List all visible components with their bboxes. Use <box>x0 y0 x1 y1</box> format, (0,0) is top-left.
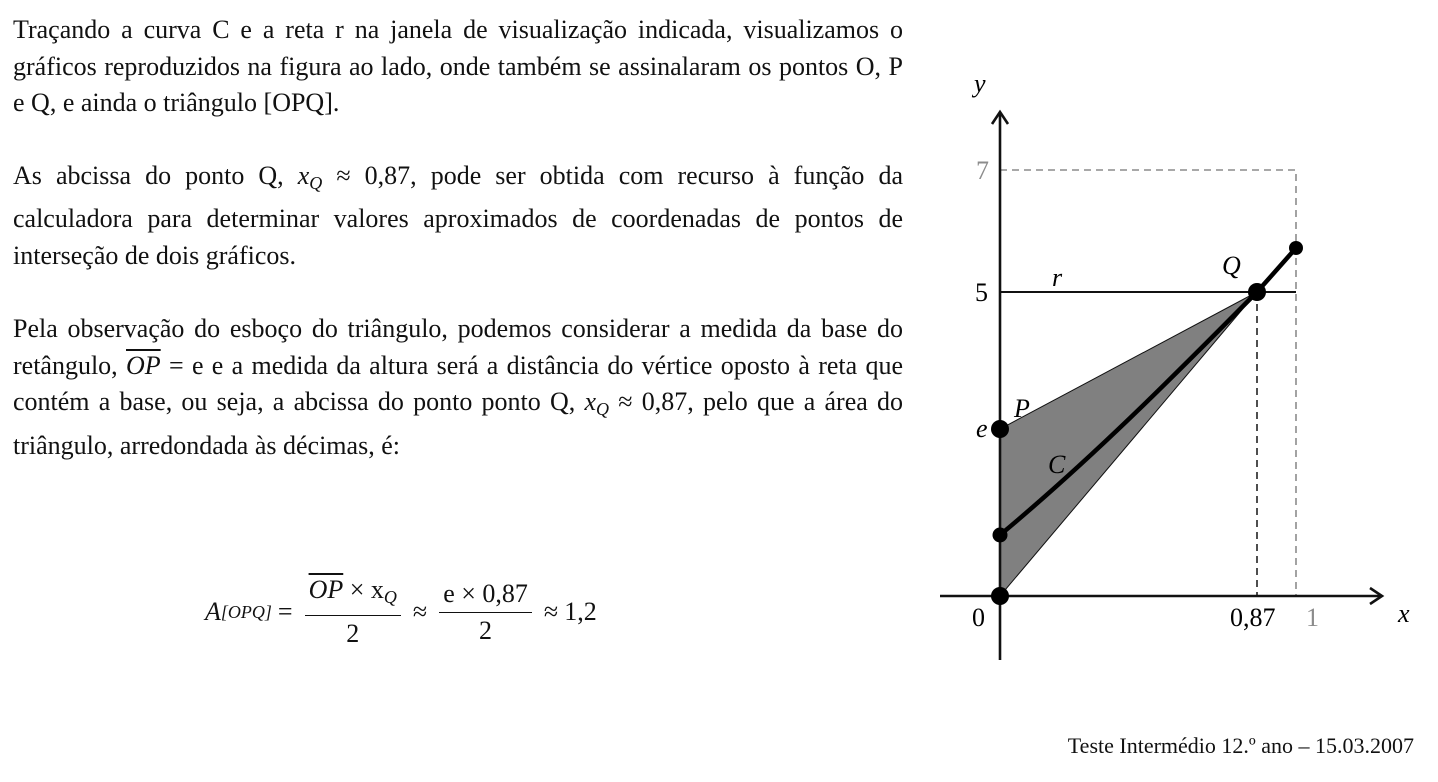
x-axis-label: x <box>1398 599 1410 628</box>
formula-equals: = <box>277 597 293 626</box>
formula-approx-1: ≈ <box>412 597 428 626</box>
fraction-2-numerator: e × 0,87 <box>439 578 532 613</box>
formula-lhs: A <box>205 597 221 626</box>
point-p <box>991 420 1009 438</box>
label-p: P <box>1014 394 1030 423</box>
tick-y-7: 7 <box>976 156 989 185</box>
paragraph-area <box>13 311 903 464</box>
area-formula <box>205 572 597 652</box>
symbol-q-subscript: Q <box>309 172 323 193</box>
text-column <box>13 12 903 464</box>
formula-lhs-subscript: [OPQ] <box>220 601 272 622</box>
tick-x-1: 1 <box>1306 603 1319 632</box>
curve-end-point <box>1289 241 1303 255</box>
fraction-1-op: $\overline{OP}$ <box>308 575 344 604</box>
fraction-1-q-subscript: Q <box>383 587 397 607</box>
point-o <box>991 587 1009 605</box>
paragraph-abcissa <box>13 158 903 275</box>
label-q: Q <box>1222 251 1241 280</box>
label-r: r <box>1052 263 1063 292</box>
fraction-1-numerator <box>305 574 401 616</box>
tick-x-087: 0,87 <box>1230 603 1276 632</box>
graph-figure <box>930 60 1430 660</box>
formula-result: 1,2 <box>564 597 597 626</box>
curve-start-point <box>993 528 1008 543</box>
symbol-x: x <box>297 160 310 190</box>
fraction-2-denominator: 2 <box>479 615 493 645</box>
paragraph-abcissa-text-b: ≈ 0,87, pode ser obtida com recurso à função da calculadora para determinar valores aproximados de coordenadas de pontos de interseção de dois gráficos. <box>13 160 903 270</box>
y-axis-label: y <box>974 69 986 98</box>
tick-y-5: 5 <box>975 278 988 307</box>
paragraph-area-text-a: Pela observação do esboço do triângulo, podemos considerar a medida da base do retângulo, <box>13 314 903 380</box>
tick-y-e: e <box>976 414 988 443</box>
symbol-op-overline: $\overline{OP}$ <box>126 350 161 380</box>
symbol-x-2: x <box>584 387 597 416</box>
triangle-opq <box>1000 292 1257 596</box>
fraction-1-denominator: 2 <box>346 619 360 648</box>
formula-fraction-2 <box>439 578 532 647</box>
point-q <box>1248 283 1266 301</box>
paragraph-area-text-c: ≈ 0,87, pelo que a área do triângulo, arredondada às décimas, é: <box>13 387 904 460</box>
symbol-q-subscript-2: Q <box>596 399 610 419</box>
paragraph-area-text-b: = e e a medida da altura será a distância do vértice oposto à reta que contém a base, ou seja, a abcissa do ponto ponto Q, <box>13 350 904 416</box>
formula-fraction-1 <box>305 574 401 650</box>
formula-approx-2: ≈ <box>543 597 559 626</box>
fraction-1-times-x: × x <box>343 575 384 604</box>
paragraph-abcissa-text-a: As abcissa do ponto Q, <box>13 160 298 190</box>
origin-label: 0 <box>972 603 985 632</box>
label-c: C <box>1048 450 1066 479</box>
source-citation: Teste Intermédio 12.º ano – 15.03.2007 <box>1067 733 1414 758</box>
paragraph-intro: Traçando a curva C e a reta r na janela de visualização indicada, visualizamos o gráficos reproduzidos na figura ao lado, onde também se assinalaram os pontos O, P e Q, e ainda o triângulo [OPQ]. <box>13 15 903 117</box>
